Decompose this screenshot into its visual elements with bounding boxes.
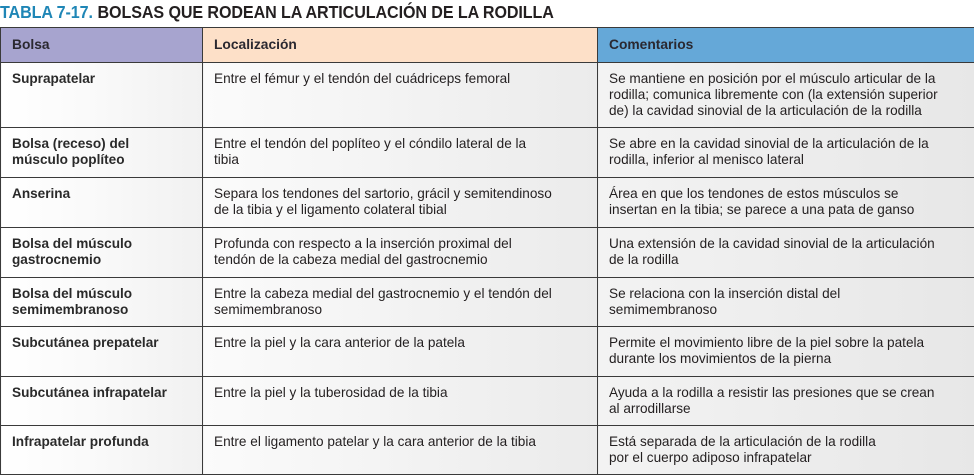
cell-comentarios-line: Permite el movimiento libre de la piel sobre la patela — [609, 335, 969, 351]
table-row — [1, 278, 974, 327]
cell-comentarios-line: insertan en la tibia; se parece a una pata de ganso — [609, 202, 969, 218]
table-row — [1, 377, 974, 426]
cell-comentarios-line: Se abre en la cavidad sinovial de la articulación de la — [609, 136, 969, 152]
cell-comentarios — [598, 63, 974, 128]
cell-localizacion-line: Entre el tendón del poplíteo y el cóndilo lateral de la — [214, 136, 591, 152]
cell-comentarios — [598, 278, 974, 327]
cell-comentarios-line: Una extensión de la cavidad sinovial de la articulación — [609, 236, 969, 252]
cell-bolsa-line: Subcutánea infrapatelar — [12, 385, 196, 401]
cell-bolsa — [1, 377, 203, 426]
header-bolsa: Bolsa — [1, 28, 203, 63]
cell-bolsa — [1, 327, 203, 377]
cell-comentarios — [598, 128, 974, 178]
cell-comentarios-line: de) la cavidad sinovial de la articulación de la rodilla — [609, 103, 969, 119]
cell-localizacion-line: de la tibia y el ligamento colateral tibial — [214, 202, 591, 218]
table-row — [1, 228, 974, 278]
cell-localizacion-line: Entre la cabeza medial del gastrocnemio y el tendón del — [214, 286, 591, 302]
cell-localizacion-line: Entre el ligamento patelar y la cara anterior de la tibia — [214, 434, 591, 450]
cell-bolsa-line: Suprapatelar — [12, 71, 196, 87]
cell-localizacion-line: tibia — [214, 152, 591, 168]
cell-localizacion-line: Profunda con respecto a la inserción proximal del — [214, 236, 591, 252]
cell-bolsa-line: semimembranoso — [12, 302, 196, 318]
cell-comentarios-line: de la rodilla — [609, 252, 969, 268]
cell-localizacion — [203, 128, 598, 178]
cell-bolsa — [1, 228, 203, 278]
cell-bolsa — [1, 63, 203, 128]
cell-comentarios-line: rodilla, inferior al menisco lateral — [609, 152, 969, 168]
cell-localizacion — [203, 327, 598, 377]
cell-bolsa-line: gastrocnemio — [12, 252, 196, 268]
table-row — [1, 426, 974, 475]
cell-bolsa-line: Infrapatelar profunda — [12, 434, 196, 450]
cell-comentarios — [598, 228, 974, 278]
table-number: TABLA 7-17. — [0, 2, 93, 22]
cell-comentarios-line: durante los movimientos de la pierna — [609, 351, 969, 367]
table-title-text: BOLSAS QUE RODEAN LA ARTICULACIÓN DE LA RODILLA — [98, 2, 554, 22]
cell-bolsa — [1, 278, 203, 327]
cell-comentarios — [598, 327, 974, 377]
cell-comentarios-line: Está separada de la articulación de la rodilla — [609, 434, 969, 450]
cell-comentarios-line: al arrodillarse — [609, 401, 969, 417]
cell-bolsa-line: Subcutánea prepatelar — [12, 335, 196, 351]
cell-comentarios-line: Ayuda a la rodilla a resistir las presiones que se crean — [609, 385, 969, 401]
header-localizacion: Localización — [203, 28, 598, 63]
cell-comentarios-line: Se mantiene en posición por el músculo articular de la — [609, 71, 969, 87]
cell-localizacion-line: Entre la piel y la cara anterior de la patela — [214, 335, 591, 351]
header-comentarios: Comentarios — [598, 28, 974, 63]
cell-localizacion — [203, 63, 598, 128]
cell-localizacion-line: semimembranoso — [214, 302, 591, 318]
cell-comentarios-line: Área en que los tendones de estos músculos se — [609, 186, 969, 202]
cell-comentarios — [598, 377, 974, 426]
cell-bolsa — [1, 128, 203, 178]
table-row — [1, 128, 974, 178]
table-title — [0, 1, 554, 23]
cell-bolsa-line: Bolsa (receso) del — [12, 136, 196, 152]
cell-localizacion-line: tendón de la cabeza medial del gastrocnemio — [214, 252, 591, 268]
cell-comentarios — [598, 178, 974, 228]
cell-bolsa — [1, 426, 203, 475]
cell-bolsa — [1, 178, 203, 228]
cell-bolsa-line: Anserina — [12, 186, 196, 202]
cell-localizacion — [203, 228, 598, 278]
cell-localizacion-line: Entre la piel y la tuberosidad de la tibia — [214, 385, 591, 401]
cell-bolsa-line: Bolsa del músculo — [12, 286, 196, 302]
cell-localizacion — [203, 278, 598, 327]
cell-localizacion — [203, 377, 598, 426]
cell-localizacion — [203, 178, 598, 228]
table-row — [1, 178, 974, 228]
cell-localizacion-line: Separa los tendones del sartorio, grácil y semitendinoso — [214, 186, 591, 202]
cell-bolsa-line: Bolsa del músculo — [12, 236, 196, 252]
header-row — [1, 28, 974, 63]
cell-comentarios-line: por el cuerpo adiposo infrapatelar — [609, 450, 969, 466]
cell-localizacion-line: Entre el fémur y el tendón del cuádriceps femoral — [214, 71, 591, 87]
cell-comentarios-line: rodilla; comunica libremente con (la extensión superior — [609, 87, 969, 103]
cell-localizacion — [203, 426, 598, 475]
cell-comentarios-line: semimembranoso — [609, 302, 969, 318]
cell-bolsa-line: músculo poplíteo — [12, 152, 196, 168]
cell-comentarios-line: Se relaciona con la inserción distal del — [609, 286, 969, 302]
bursae-table — [0, 27, 974, 475]
table-row — [1, 327, 974, 377]
cell-comentarios — [598, 426, 974, 475]
table-row — [1, 63, 974, 128]
